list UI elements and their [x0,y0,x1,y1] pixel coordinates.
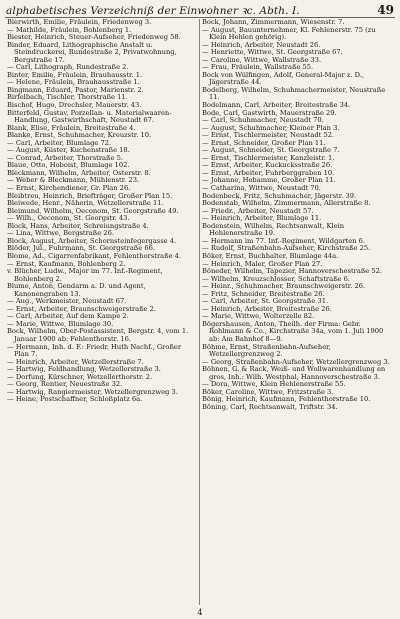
directory-entry: — Fritz, Schneider, Breitestraße 26. [202,289,325,298]
directory-entry: Binder, Eduard, Lithographische Anstalt u. Steindruckerei, Rundestraße 2, Privatwohnung, Bergstraße 17. [7,40,177,64]
directory-entry: Bock von Wülfingen, Adolf, General-Major z. D., Jägerstraße 44. [202,70,365,87]
directory-entry: — Conrad, Arbeiter, Thorstraße 5. [7,153,123,162]
directory-entry: — Georg, Rentier, Neuestraße 32. [7,380,123,389]
directory-entry: Blöder, Jul., Fuhrmann, St. Georgstraße 66. [7,244,155,253]
directory-entry: Block, Hans, Arbeiter, Schreiungstraße 4. [7,221,149,230]
directory-entry: — Ernst, Arbeiter, Braunschweigerstraße 2. [7,304,157,313]
directory-entry: Bitterfeld, Gustav, Porzellan- u. Materialwaaren-Handlung, Gastwirthschaft, Neustadt 67. [7,108,172,125]
directory-entry: Blanke, Ernst, Schuhmacher, Kreuzstr. 10. [7,131,152,140]
left-column [5,19,200,605]
directory-entry: Bleimund, Wilhelm, Oeconom, St. Georgstraße 49. [7,206,179,215]
directory-entry: Böhnen, G. & Rack, Weiß- und Wollwarenhandlung en gros, Inh.: Wilh. Westphal, Hannoverschestraße 3. [202,365,386,381]
directory-entry: Blank, Elise, Fräulein, Breitestraße 4. [7,123,136,132]
directory-entry: Birfelbach, Tischler, Thorstraße 11. [7,93,128,102]
directory-entry: Böneder, Wilhelm, Tapezier, Hannoverschestraße 52. [202,267,383,276]
sheet-signature: 4 [197,608,203,617]
directory-entry: — Heinrich, Arbeiter, Blumlage 11. [202,214,322,223]
directory-entry: — Helene, Fräulein, Brauhausstraße 1. [7,78,140,87]
directory-entry: — Dora, Wittwe, Klein Hehlenerstraße 55. [202,380,346,389]
directory-entry: Bingmann, Eduard, Pastor, Marienstr. 2. [7,85,144,94]
directory-entry: Bleckmann, Wilhelm, Arbeiter, Osterstr. 8. [7,168,151,177]
directory-entry: — Heine, Postschaffner, Schloßplatz 6a. [7,395,143,404]
directory-entry: — Henriette, Wittwe, St. Georgstraße 67. [202,48,343,57]
directory-entry: Böker, Ernst, Buchhalter, Blumlage 44a. [202,251,339,260]
directory-entry: Bodelmann, Carl, Arbeiter, Breitestraße 34. [202,101,351,110]
directory-entry: Biester, Heinrich, Steuer-Aufseher, Friedenweg 58. [7,33,181,42]
right-column [200,19,395,605]
directory-entry: — Ernst, Kirchendiener, Gr. Plan 26. [7,184,131,193]
directory-entry: — Carl, Lithograph, Rundestraße 2. [7,63,129,72]
directory-entry: Blume, Anton, Gendarm a. D. und Agent, Kanonengraben 13. [7,282,146,298]
directory-entry: Bodenstab, Wilhelm, Zimmermann, Allerstraße 8. [202,199,371,208]
directory-entry: — Carl, Schuhmacher, Neustadt 70. [202,116,324,125]
directory-entry: — Heinrich, Arbeiter, Breitestraße 26. [202,304,332,313]
header-rule [5,17,395,18]
directory-entry: Bleiwede, Henr., Näherin, Wetzellerstraße 11. [7,199,164,208]
directory-entry: Bode, Carl, Gastwirth, Mauerstraße 29. [202,108,337,117]
directory-entry: — Heinrich, Arbeiter, Neustadt 26. [202,40,321,49]
directory-entry: Bischof, Hugo, Drechsler, Mauerstr. 43. [7,101,142,110]
directory-entry: — Aug., Werkmeister, Neustadt 67. [7,297,127,306]
directory-entry: Bock, Wilhelm, Ober-Postassistent, Bergstr. 4, vom 1. Januar 1900 ab: Fehlenthorstr. 16. [7,327,189,343]
directory-entry: Block, August, Arbeiter, Schornsteinfegergasse 4. [7,236,177,245]
directory-entry: — Wilh., Oeconom, St. Georgstr. 43. [7,214,130,223]
directory-entry: — Ernst, Kaufmann, Bohlenberg 2. [7,259,126,268]
directory-entry: — Frau, Fräulein, Wallstraße 55. [202,63,314,72]
directory-entry: Böker, Caroline, Wittwe, Fritzstraße 3. [202,387,334,396]
directory-entry: — August, Küster, Kuchenstraße 18. [7,146,130,155]
directory-entry: — Hermann im 77. Inf.-Regiment, Wildgarten 6. [202,236,366,245]
directory-entry: Bierwirth, Emilie, Fräulein, Friedenweg 3. [7,19,152,26]
directory-columns [5,19,395,605]
directory-entry: — Heinr., Schuhmacher, Braunschweigerstr. 26. [202,282,366,291]
directory-entry: — Carl, Arbeiter, Auf dem Kampe 2. [7,312,129,321]
directory-entry: — August, Schuhmacher, Kleiner Plan 3. [202,123,340,132]
directory-entry: — Marie, Wittwe, Blumlage 30. [7,319,114,328]
directory-entry: — Friedr., Arbeiter, Neustadt 57. [202,206,314,215]
directory-entry: — Carl, Arbeiter, St. Georgstraße 31. [202,297,329,306]
directory-entry: — Ernst, Schneider, Großer Plan 11. [202,138,326,147]
page-title: alphabetisches Verzeichniß der Einwohner ꝛc. Abth. I. [6,5,300,17]
directory-entry: — Dorfung, Kürschner, Wetzellerthorstr. 2. [7,372,153,381]
directory-entry: — Ernst, Arbeiter, Fuhrberggraben 10. [202,168,335,177]
directory-entry: — Mathilde, Fräulein, Bohlenberg 1. [7,25,132,34]
directory-entry: Blome, Ad., Cigarrenfabrikant, Fehlenthorstraße 4. [7,251,182,260]
directory-entry: — Ernst, Tischlermeister, Kanzleistr. 1. [202,153,335,162]
directory-entry: Bönig, Heinrich, Kaufmann, Fehlenthorstraße 10. [202,395,371,404]
directory-entry: — Heinrich, Arbeiter, Wetzellerstraße 7. [7,357,144,366]
directory-entry: Bögershausen, Anton, Theilh. der Firma: Gebr. Rohlmann & Co., Kirchstraße 34a, vom 1. Juli 1900 ab: Am Bahnhof 8—9. [202,319,384,343]
directory-entry: v. Blücher, Ludw., Major im 77. Inf.-Regiment, Bohlenberg 2. [7,267,163,283]
directory-entry: Blaue, Otto, Hoboist, Blumlage 102. [7,161,130,170]
page-number: 49 [377,3,394,17]
directory-entry: — Georg, Straßenbahn-Aufseher, Wetzellergrenzweg 3. [202,357,390,366]
directory-entry: Bleibtreu, Heinrich, Briefträger, Großer Plan 15. [7,191,173,200]
directory-entry: Binter, Emilie, Fräulein, Brauhausstr. 1. [7,70,143,79]
directory-entry: — August, Schneider, St. Georgstraße 7. [202,146,340,155]
directory-entry: — Rudolf, Straßenbahn-Aufseher, Kirchstraße 25. [202,244,371,253]
directory-entry: Bodenstein, Wilhelm, Rechtsanwalt, Klein Hehlenerstraße 19. [202,221,345,238]
directory-entry: — Ernst, Arbeiter, Kuckucksstraße 26. [202,161,333,170]
directory-entry: — Johanne, Hebamme, Großer Plan 11. [202,176,336,185]
directory-entry: — Hartwig, Feldhandlung, Wetzellerstraße 3. [7,365,161,374]
directory-entry: Böning, Carl, Rechtsanwalt, Triftstr. 34. [202,402,338,411]
directory-entry: Böhme, Ernst, Straßenbahn-Aufseher, Wetzellergrenzweg 2. [202,342,331,359]
page-header [6,3,394,17]
directory-entry: — Heinrich, Maler, Großer Plan 27. [202,259,323,268]
directory-entry: — Ernst, Tischlermeister, Neustadt 52. [202,131,335,140]
directory-entry: — Catharina, Wittwe, Neustadt 70. [202,184,321,193]
directory-entry: — Carl, Arbeiter, Blumlage 72. [7,138,112,147]
directory-entry: — Hermann, Inh. d. F.: Friedr. Huth Nachf., Großer Plan 7. [7,342,182,359]
directory-entry: — Lina, Wittwe, Bergstraße 26. [7,229,114,238]
directory-entry: — Hartwig, Rangiermeister, Wetzellergrenzweg 3. [7,387,178,396]
directory-entry: Bock, Johann, Zimmermann, Wiesenstr. 7. [202,19,345,26]
directory-entry: Bodelberg, Wilhelm, Schuhmachermeister, Neustraße 11. [202,85,386,102]
directory-entry: — August, Bauunternehmer, Kl. Fehlenerstr. 75 (zu Klein Hehlen gehörig). [202,25,376,42]
directory-entry: — Caroline, Wittwe, Wallstraße 33. [202,55,322,64]
directory-entry: Bodenbeck, Fritz, Schuhmacher, Jägerstr. 39. [202,191,357,200]
directory-entry: — Marie, Wittwe, Wolterzelle 82. [202,312,315,321]
directory-entry: — Weber & Bleckmann, Mühlenstr. 23. [7,176,140,185]
directory-entry: — Wilhelm, Kreuzschlosser, Schaftstraße 6. [202,274,351,283]
